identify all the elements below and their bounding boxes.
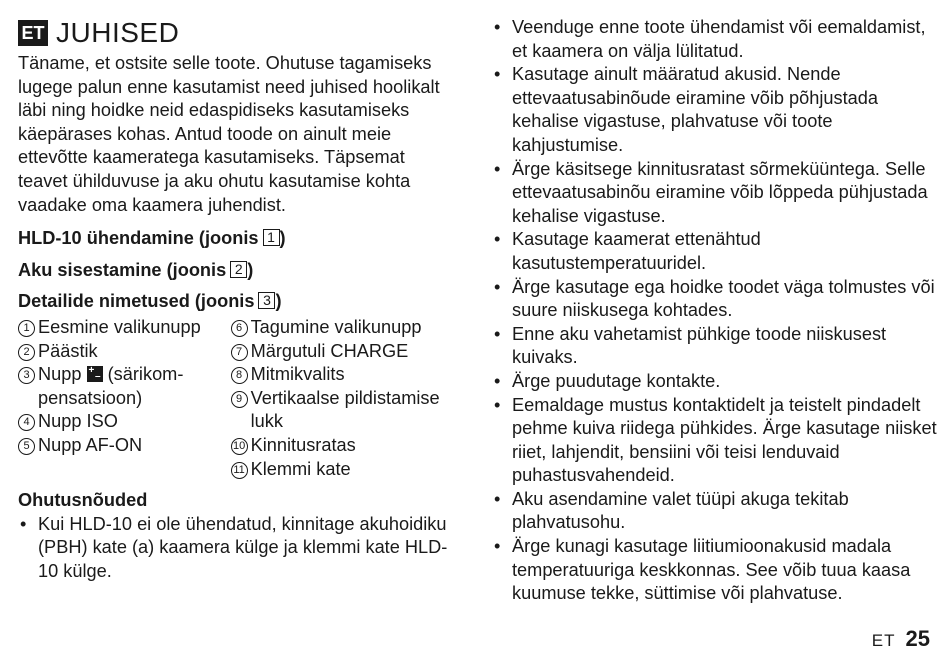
- title-row: [18, 16, 458, 50]
- part-number: 1: [18, 320, 35, 337]
- page-number: 25: [905, 626, 930, 651]
- heading-parts-text: Detailide nimetused (joonis: [18, 291, 255, 312]
- safety-item: • Eemaldage mustus kontaktidelt ja teistelt pindadelt pehme kuiva riidega pühkides. Ärge kasutage niisket riiet, lahjendit, bensiini või teisi lenduvaid puhastusvahendeid.: [492, 394, 937, 488]
- part-label: Nupp ISO: [38, 411, 118, 432]
- part-item: [18, 410, 231, 434]
- part-item: [18, 434, 231, 458]
- heading-battery-close: ): [247, 259, 254, 280]
- heading-connect: [18, 227, 458, 251]
- part-number: 11: [231, 462, 248, 479]
- part-label: Nupp AF-ON: [38, 434, 143, 455]
- part-item: [231, 363, 458, 387]
- part-label-compound: [38, 363, 231, 410]
- figure-number-box: 2: [230, 261, 247, 278]
- heading-connect-close: ): [279, 228, 286, 249]
- safety-item: • Enne aku vahetamist pühkige toode niiskusest kuivaks.: [492, 323, 937, 370]
- part-number: 6: [231, 320, 248, 337]
- part-label: Tagumine valikunupp: [250, 316, 422, 337]
- part-label: Vertikaalse pildistamise lukk: [250, 387, 440, 432]
- part-number: 7: [231, 344, 248, 361]
- figure-number-box: 1: [263, 229, 280, 246]
- parts-column-left: [18, 316, 231, 481]
- part-item: [18, 363, 231, 410]
- page-footer: [872, 626, 930, 652]
- part-item: [231, 316, 458, 340]
- part-item: [231, 434, 458, 458]
- part-item: [18, 316, 231, 340]
- safety-list-right: [492, 16, 937, 606]
- part-label: Mitmikvalits: [250, 364, 345, 385]
- language-badge: ET: [18, 20, 48, 46]
- part-number: 2: [18, 344, 35, 361]
- safety-item: • Ärge käsitsege kinnitusratast sõrmeküüntega. Selle ettevaatusabinõu eiramine võib lõppeda pühjustada kehalise vigastuse.: [492, 158, 937, 229]
- part-number: 10: [231, 438, 248, 455]
- safety-item: • Ärge puudutage kontakte.: [492, 370, 937, 394]
- figure-number-box: 3: [258, 292, 275, 309]
- part-label: Klemmi kate: [250, 458, 351, 479]
- heading-parts: [18, 290, 458, 314]
- heading-battery-text: Aku sisestamine (joonis: [18, 259, 227, 280]
- parts-column-right: [231, 316, 458, 481]
- footer-language: ET: [871, 631, 896, 650]
- part-number: 5: [18, 438, 35, 455]
- heading-connect-text: HLD-10 ühendamine (joonis: [18, 228, 259, 249]
- right-column: [492, 16, 937, 606]
- part-item: [231, 458, 458, 482]
- safety-item: • Veenduge enne toote ühendamist või eemaldamist, et kaamera on välja lülitatud.: [492, 16, 937, 63]
- page-title: JUHISED: [56, 17, 180, 48]
- part-number: 4: [18, 414, 35, 431]
- safety-heading: Ohutusnõuded: [18, 490, 148, 511]
- left-column: [18, 16, 458, 583]
- parts-list: [18, 316, 458, 481]
- part-label: Märgutuli CHARGE: [250, 340, 409, 361]
- safety-item: • Ärge kunagi kasutage liitiumioonakusid madala temperatuuriga keskkonnas. See võib tuua kaasa kuumuse tekke, süttimise või plahvatuse.: [492, 535, 937, 606]
- safety-item: • Ärge kasutage ega hoidke toodet väga tolmustes või suure niiskusega kohtades.: [492, 276, 937, 323]
- part-label: Päästik: [38, 340, 98, 361]
- part-item: [18, 340, 231, 364]
- safety-item: • Kasutage ainult määratud akusid. Nende ettevaatusabinõude eiramine võib põhjustada kehalise vigastuse, plahvatuse või toote kahjustumise.: [492, 63, 937, 157]
- exposure-compensation-icon: + –: [88, 365, 101, 383]
- part-number: 8: [231, 367, 248, 384]
- heading-parts-close: ): [275, 291, 282, 312]
- safety-item: • Kasutage kaamerat ettenähtud kasutustemperatuuridel.: [492, 228, 937, 275]
- heading-battery: [18, 259, 458, 283]
- part-label: Eesmine valikunupp: [38, 316, 201, 337]
- intro-paragraph: Täname, et ostsite selle toote. Ohutuse tagamiseks lugege palun enne kasutamist need juhised hoolikalt läbi ning hoidke neid edaspidiseks kasutamiseks käepärases kohas. Antud toode on ainult meie ettevõtte kaameratega kasutamiseks. Täpsemat teavet ühilduvuse ja aku ohutu kasutamise kohta vaadake oma kaamera juhendist.: [18, 53, 440, 215]
- safety-list-left: [18, 513, 458, 584]
- part-item: [231, 387, 458, 434]
- safety-item: • Aku asendamine valet tüüpi akuga tekitab plahvatusohu.: [492, 488, 937, 535]
- part-label-pre: Nupp: [38, 364, 82, 385]
- part-label: Kinnitusratas: [250, 434, 356, 455]
- part-label-post: (särikom-pensatsioon): [38, 364, 184, 408]
- part-item: [231, 340, 458, 364]
- safety-item: • Kui HLD-10 ei ole ühendatud, kinnitage akuhoidiku (PBH) kate (a) kaamera külge ja klemmi kate HLD-10 külge.: [18, 513, 458, 584]
- part-number: 9: [231, 391, 248, 408]
- part-number: 3: [18, 367, 35, 384]
